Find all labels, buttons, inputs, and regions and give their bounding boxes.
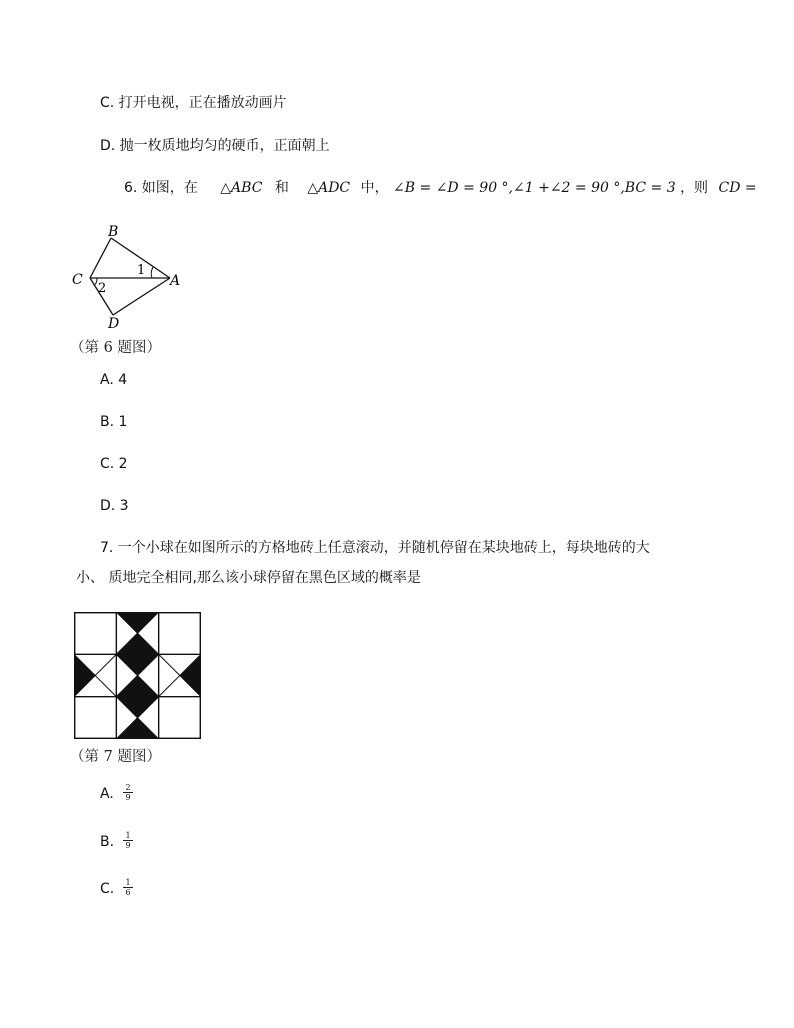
q6-prefix: 6. 如图，在 <box>124 180 198 196</box>
option-c-prev: C. 打开电视，正在播放动画片 <box>100 95 287 111</box>
q7-option-b-letter: B. <box>100 834 115 850</box>
figure-7-caption: （第 7 题图） <box>70 749 161 765</box>
q6-mid: 中， <box>360 180 389 196</box>
q6-option-a: A. 4 <box>100 372 128 388</box>
label-c: C <box>72 272 83 288</box>
segment-bc <box>90 238 111 278</box>
segment-da <box>113 278 170 315</box>
fraction-numerator: 1 <box>125 831 131 840</box>
q6-triangle-adc: △ADC <box>307 180 351 196</box>
q6-then: ，则 <box>680 180 709 196</box>
black-triangle <box>180 654 201 696</box>
label-angle-1: 1 <box>137 263 146 278</box>
q7-option-c-fraction <box>122 878 134 897</box>
question-6-text <box>124 178 757 198</box>
fraction-denominator: 9 <box>125 793 131 802</box>
black-triangle <box>116 654 158 675</box>
black-triangle <box>116 612 158 633</box>
q6-option-b: B. 1 <box>100 414 128 430</box>
question-7-line-1: 7. 一个小球在如图所示的方格地砖上任意滚动，并随机停留在某块地砖上，每块地砖的大 <box>100 540 650 556</box>
figure-6-diagram <box>66 218 196 334</box>
fraction-numerator: 1 <box>125 878 131 887</box>
fraction-numerator: 2 <box>125 783 131 792</box>
label-b: B <box>108 224 119 240</box>
q7-option-c-letter: C. <box>100 881 115 897</box>
black-triangle <box>116 697 158 718</box>
black-triangle <box>116 718 158 739</box>
q7-option-b-fraction <box>122 831 134 850</box>
figure-7-tile-grid <box>74 612 201 739</box>
angle-1-arc <box>151 267 153 278</box>
option-d-prev: D. 抛一枚质地均匀的硬币，正面朝上 <box>100 138 330 154</box>
q7-option-a-letter: A. <box>100 786 114 802</box>
black-triangle <box>116 633 158 654</box>
question-7-line-2: 小、 质地完全相同,那么该小球停留在黑色区域的概率是 <box>76 570 421 586</box>
black-triangle <box>116 676 158 697</box>
q6-option-c: C. 2 <box>100 456 128 472</box>
label-angle-2: 2 <box>98 281 107 296</box>
fraction-denominator: 9 <box>125 841 131 850</box>
q6-and: 和 <box>274 180 289 196</box>
q6-triangle-abc: △ABC <box>220 180 263 196</box>
label-d: D <box>108 316 120 332</box>
q6-option-d: D. 3 <box>100 498 129 514</box>
q7-option-a-fraction <box>122 783 134 802</box>
q6-condition: ∠B = ∠D = 90 °,∠1 +∠2 = 90 °,BC = 3 <box>393 180 676 196</box>
figure-6-caption: （第 6 题图） <box>70 340 161 356</box>
q6-ask: CD = <box>718 180 757 196</box>
black-triangle <box>74 654 95 696</box>
label-a: A <box>170 273 181 289</box>
fraction-denominator: 6 <box>125 888 131 897</box>
